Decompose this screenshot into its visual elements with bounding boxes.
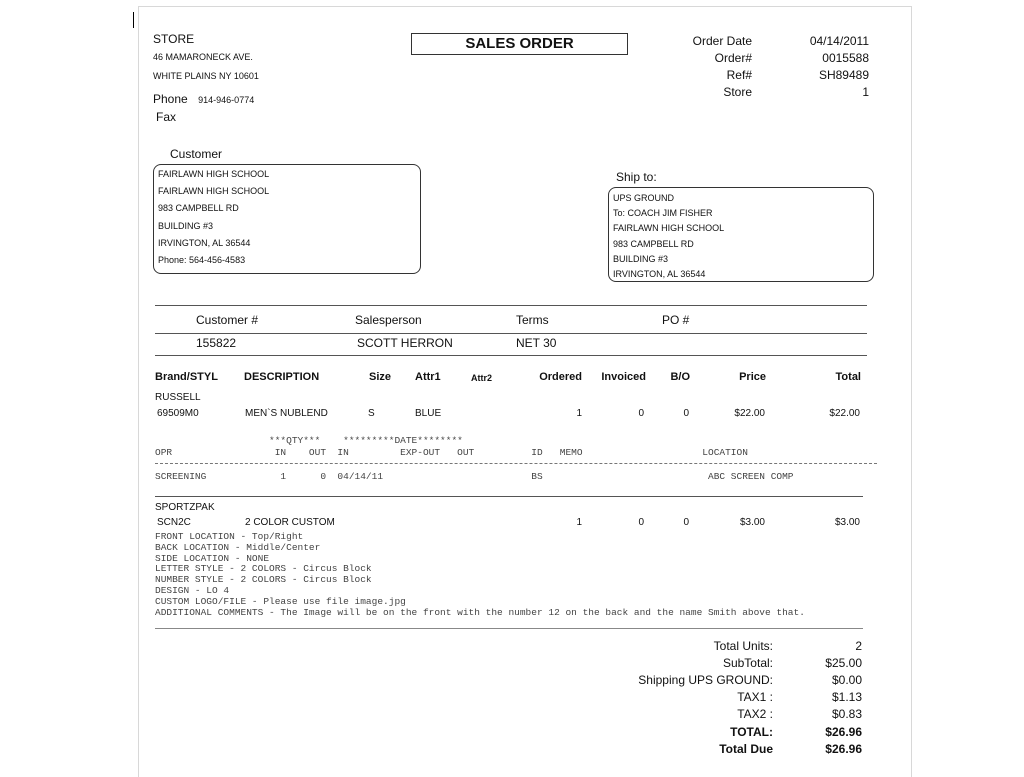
order-info-value: 04/14/2011 xyxy=(809,34,869,48)
ship-to-address-line: UPS GROUND xyxy=(613,193,675,203)
item-style: SCN2C xyxy=(157,517,191,528)
ship-to-address-line: To: COACH JIM FISHER xyxy=(613,208,713,219)
store-phone: 914-946-0774 xyxy=(198,95,255,105)
item2-brand: SPORTZPAK xyxy=(155,502,215,513)
item1-brand: RUSSELL xyxy=(155,392,201,403)
items-header-cell: Attr1 xyxy=(415,371,441,383)
item-invoiced: 0 xyxy=(638,517,644,528)
item-price: $22.00 xyxy=(734,408,765,419)
summary-header: Terms xyxy=(516,313,549,327)
custom-note-line: FRONT LOCATION - Top/Right xyxy=(155,531,304,542)
custom-note-line: BACK LOCATION - Middle/Center xyxy=(155,541,321,553)
items-header-cell: B/O xyxy=(670,371,690,383)
customer-address-line: 983 CAMPBELL RD xyxy=(158,203,239,214)
customer-address-line: FAIRLAWN HIGH SCHOOL xyxy=(158,186,270,197)
total-value: $26.96 xyxy=(825,741,862,756)
summary-value: NET 30 xyxy=(516,336,557,350)
order-info-label: Ref# xyxy=(726,68,752,82)
opr-row-line: SCREENING 1 0 04/14/11 BS ABC SCREEN COMP xyxy=(155,471,794,482)
custom-note-line: DESIGN - LO 4 xyxy=(155,585,230,596)
item-ordered: 1 xyxy=(576,408,582,419)
opr-header-line: OPR IN OUT IN EXP-OUT OUT ID MEMO LOCATION xyxy=(155,447,748,458)
store-fax-label: Fax xyxy=(156,110,177,124)
store-phone-label: Phone xyxy=(153,92,188,106)
total-label: SubTotal: xyxy=(722,656,773,671)
total-label: TAX2 : xyxy=(737,707,773,722)
customer-address-line: BUILDING #3 xyxy=(158,220,214,231)
ship-to-address-line: IRVINGTON, AL 36544 xyxy=(613,269,706,279)
item-invoiced: 0 xyxy=(638,408,644,419)
total-label: Total Due xyxy=(719,741,773,756)
item-style: 69509M0 xyxy=(157,408,199,419)
ship-to-address-line: BUILDING #3 xyxy=(613,253,669,264)
total-value: 2 xyxy=(855,639,862,653)
item-attr1: BLUE xyxy=(415,408,442,419)
document-title: SALES ORDER xyxy=(411,33,628,55)
text-cursor xyxy=(133,12,134,28)
order-info-value: 1 xyxy=(862,85,869,99)
customer-address-line: Phone: 564-456-4583 xyxy=(158,255,246,265)
item-description: MEN`S NUBLEND xyxy=(245,408,328,419)
items-header-cell: Price xyxy=(739,371,766,383)
items-header-cell: Size xyxy=(369,371,392,383)
custom-note-line: CUSTOM LOGO/FILE - Please use file image.jpg xyxy=(155,595,406,607)
ship-to-address-line: FAIRLAWN HIGH SCHOOL xyxy=(613,223,725,234)
customer-heading: Customer xyxy=(170,147,223,161)
items-header-cell: Total xyxy=(835,371,861,383)
store-address-line2: WHITE PLAINS NY 10601 xyxy=(153,71,259,81)
total-value: $25.00 xyxy=(825,656,862,671)
custom-note-line: ADDITIONAL COMMENTS - The Image will be on the front with the number 12 on the back and the name Smith above that. xyxy=(155,606,805,618)
order-info-label: Order Date xyxy=(692,34,752,48)
total-value: $1.13 xyxy=(831,690,862,705)
total-label: Shipping UPS GROUND: xyxy=(638,673,773,688)
opr-qty-date-line: ***QTY*** *********DATE******** xyxy=(155,435,463,446)
custom-note-line: LETTER STYLE - 2 COLORS - Circus Block xyxy=(155,563,372,575)
total-value: $0.00 xyxy=(831,673,862,688)
summary-header: Salesperson xyxy=(355,313,422,327)
sales-order-page xyxy=(138,6,912,777)
item-divider xyxy=(155,496,863,497)
item-bo: 0 xyxy=(683,517,689,528)
store-name: STORE xyxy=(153,32,195,46)
items-header-cell: Invoiced xyxy=(601,371,646,383)
summary-header: PO # xyxy=(662,313,690,327)
total-value: $0.83 xyxy=(831,707,862,722)
item-description: 2 COLOR CUSTOM xyxy=(245,517,335,528)
customer-address-line: FAIRLAWN HIGH SCHOOL xyxy=(158,169,270,179)
customer-address-line: IRVINGTON, AL 36544 xyxy=(158,237,251,248)
item-ordered: 1 xyxy=(576,517,582,528)
order-info-value: 0015588 xyxy=(822,51,869,65)
item-bo: 0 xyxy=(683,408,689,419)
item-total: $3.00 xyxy=(834,517,860,528)
summary-header: Customer # xyxy=(196,313,259,327)
opr-dashed-rule xyxy=(155,463,877,464)
order-info-label: Store xyxy=(723,85,752,99)
ship-to-address-line: 983 CAMPBELL RD xyxy=(613,238,694,249)
store-phone-row xyxy=(153,90,254,108)
custom-note-line: SIDE LOCATION - NONE xyxy=(155,552,270,564)
item-total: $22.00 xyxy=(829,408,860,419)
item-size: S xyxy=(368,408,375,419)
items-header-cell: Ordered xyxy=(539,371,582,383)
summary-middle-rule xyxy=(155,333,867,334)
notes-bottom-rule xyxy=(155,628,863,629)
order-info-value: SH89489 xyxy=(818,68,869,82)
total-label: Total Units: xyxy=(713,639,773,653)
store-address-line1: 46 MAMARONECK AVE. xyxy=(153,52,253,62)
ship-to-heading: Ship to: xyxy=(616,170,657,184)
summary-top-rule xyxy=(155,305,867,306)
summary-value: SCOTT HERRON xyxy=(357,336,453,350)
total-label: TAX1 : xyxy=(737,690,773,705)
summary-bottom-rule xyxy=(155,355,867,356)
total-label: TOTAL: xyxy=(730,724,773,739)
items-header-cell: Attr2 xyxy=(471,373,493,383)
order-info-label: Order# xyxy=(714,51,752,65)
item-price: $3.00 xyxy=(739,517,765,528)
custom-note-line: NUMBER STYLE - 2 COLORS - Circus Block xyxy=(155,574,372,586)
total-value: $26.96 xyxy=(825,724,862,739)
items-header-cell: Brand/STYL xyxy=(155,371,218,383)
summary-value: 155822 xyxy=(196,336,237,350)
items-header-cell: DESCRIPTION xyxy=(244,371,320,383)
